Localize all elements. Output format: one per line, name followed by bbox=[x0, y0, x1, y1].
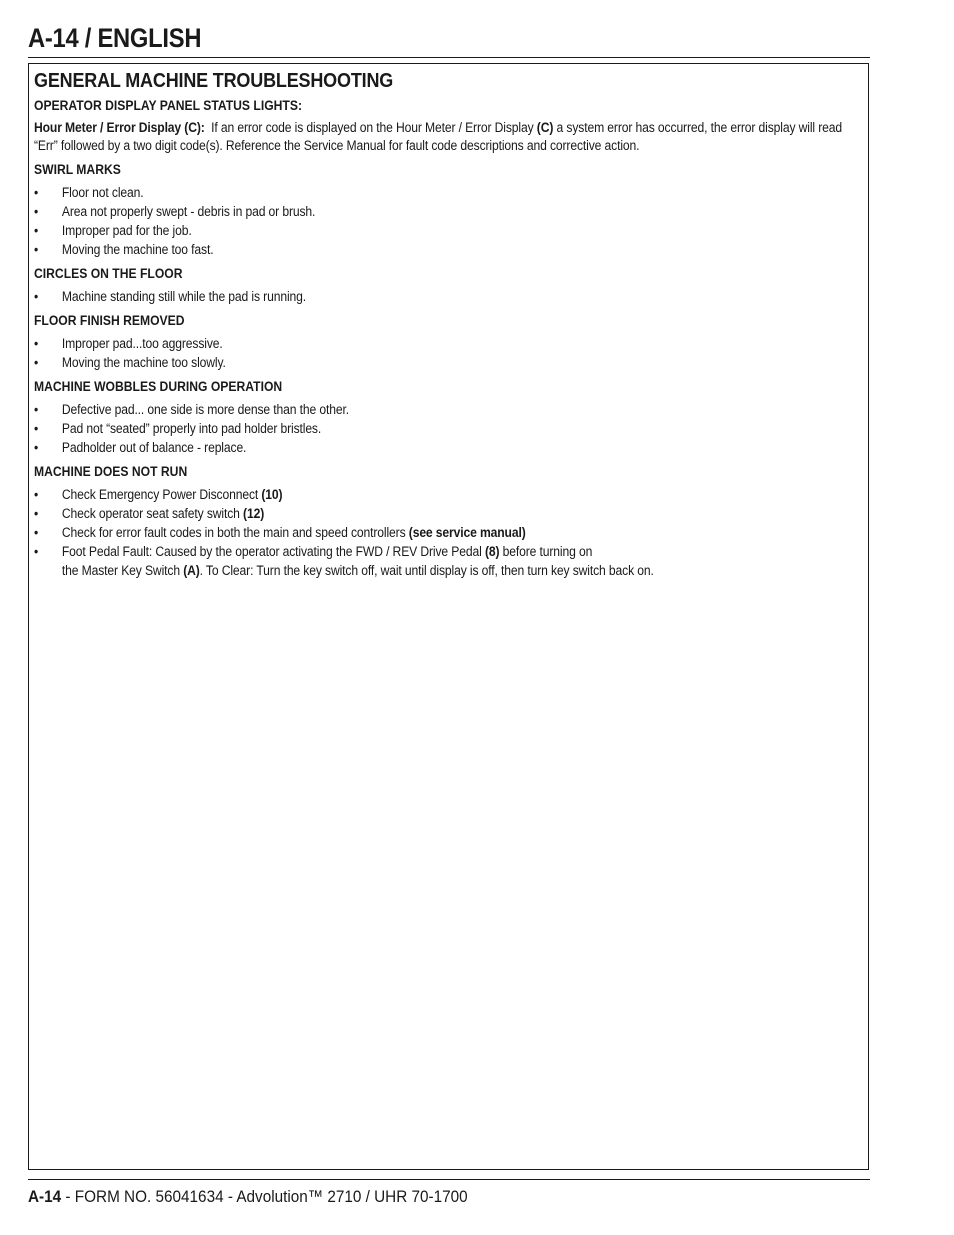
bullet-icon: • bbox=[34, 402, 39, 417]
list-item bbox=[34, 334, 890, 353]
list-item-text: the Master Key Switch bbox=[61, 563, 180, 578]
list-item bbox=[34, 504, 890, 523]
section-title: GENERAL MACHINE TROUBLESHOOTING bbox=[34, 70, 394, 92]
bullet-icon: • bbox=[34, 204, 39, 219]
troubleshooting-box bbox=[28, 63, 869, 1170]
list-item bbox=[34, 287, 890, 306]
list-item bbox=[34, 221, 890, 240]
list-item-text: Machine standing still while the pad is running. bbox=[61, 289, 306, 304]
list-item bbox=[34, 438, 890, 457]
wobbles-list bbox=[34, 400, 862, 457]
page-header: A-14 / ENGLISH bbox=[28, 23, 202, 53]
list-item-text: Padholder out of balance - replace. bbox=[61, 440, 247, 455]
list-item bbox=[34, 542, 890, 580]
list-item bbox=[34, 202, 890, 221]
bullet-icon: • bbox=[34, 242, 39, 257]
ref-10: (10) bbox=[261, 487, 283, 502]
list-item-text: Improper pad...too aggressive. bbox=[61, 336, 223, 351]
finish-removed-list bbox=[34, 334, 862, 372]
status-lights-text-1: If an error code is displayed on the Hour Meter / Error Display bbox=[211, 120, 534, 135]
list-item bbox=[34, 419, 890, 438]
list-item bbox=[34, 240, 890, 259]
ref-c: (C) bbox=[536, 120, 554, 135]
list-item-text: Check Emergency Power Disconnect bbox=[61, 487, 259, 502]
list-item bbox=[34, 353, 890, 372]
bullet-icon: • bbox=[34, 421, 39, 436]
bullet-icon: • bbox=[34, 223, 39, 238]
circles-list bbox=[34, 287, 862, 306]
list-item-text: before turning on bbox=[502, 544, 593, 559]
swirl-marks-list bbox=[34, 183, 862, 259]
status-lights-text-2: a system error has occurred, the error display will read “Err” followed by a two digit code(s). Reference the Service Manual for fault code descriptions and corrective action. bbox=[34, 120, 843, 153]
list-item-text: Improper pad for the job. bbox=[61, 223, 192, 238]
list-item-text: . To Clear: Turn the key switch off, wait until display is off, then turn key switch back on. bbox=[199, 563, 654, 578]
list-item-text: Moving the machine too slowly. bbox=[61, 355, 226, 370]
list-item bbox=[34, 183, 890, 202]
list-item bbox=[34, 523, 890, 542]
not-run-heading: MACHINE DOES NOT RUN bbox=[34, 464, 188, 479]
bullet-icon: • bbox=[34, 487, 39, 502]
list-item-text: Defective pad... one side is more dense than the other. bbox=[61, 402, 349, 417]
bullet-icon: • bbox=[34, 525, 39, 540]
footer-page-ref: A-14 bbox=[28, 1187, 62, 1206]
ref-a: (A) bbox=[183, 563, 200, 578]
list-item-text: Check operator seat safety switch bbox=[61, 506, 240, 521]
ref-service-manual: (see service manual) bbox=[408, 525, 526, 540]
footer-text: - FORM NO. 56041634 - Advolution™ 2710 / UHR 70-1700 bbox=[61, 1187, 468, 1206]
bullet-icon: • bbox=[34, 506, 39, 521]
troubleshooting-content bbox=[34, 68, 862, 580]
finish-removed-heading: FLOOR FINISH REMOVED bbox=[34, 313, 185, 328]
list-item-text: Area not properly swept - debris in pad or brush. bbox=[61, 204, 316, 219]
list-item-text: Check for error fault codes in both the main and speed controllers bbox=[61, 525, 406, 540]
not-run-list bbox=[34, 485, 862, 580]
hour-meter-label: Hour Meter / Error Display (C): bbox=[34, 120, 205, 135]
header-rule bbox=[28, 57, 870, 58]
status-lights-heading: OPERATOR DISPLAY PANEL STATUS LIGHTS: bbox=[34, 98, 303, 113]
list-item-text: Moving the machine too fast. bbox=[61, 242, 214, 257]
ref-8: (8) bbox=[484, 544, 500, 559]
bullet-icon: • bbox=[34, 289, 39, 304]
list-item bbox=[34, 400, 890, 419]
list-item-text: Foot Pedal Fault: Caused by the operator activating the FWD / REV Drive Pedal bbox=[61, 544, 482, 559]
bullet-icon: • bbox=[34, 185, 39, 200]
bullet-icon: • bbox=[34, 544, 39, 559]
bullet-icon: • bbox=[34, 355, 39, 370]
list-item-text: Pad not “seated” properly into pad holder bristles. bbox=[61, 421, 322, 436]
list-item-text: Floor not clean. bbox=[61, 185, 144, 200]
page-footer bbox=[28, 1186, 468, 1208]
swirl-marks-heading: SWIRL MARKS bbox=[34, 162, 121, 177]
circles-heading: CIRCLES ON THE FLOOR bbox=[34, 266, 183, 281]
list-item bbox=[34, 485, 890, 504]
bullet-icon: • bbox=[34, 440, 39, 455]
footer-rule bbox=[28, 1179, 870, 1180]
status-lights-paragraph bbox=[34, 119, 862, 155]
bullet-icon: • bbox=[34, 336, 39, 351]
wobbles-heading: MACHINE WOBBLES DURING OPERATION bbox=[34, 379, 283, 394]
ref-12: (12) bbox=[243, 506, 265, 521]
